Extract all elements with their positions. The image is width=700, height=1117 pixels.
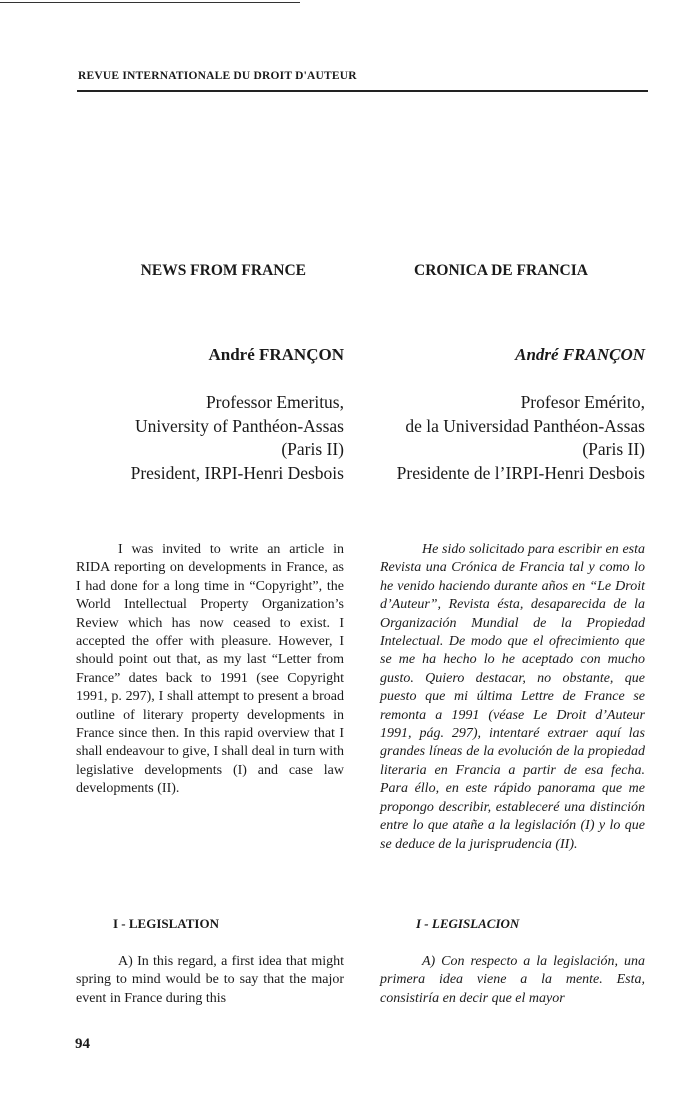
author-spanish: André FRANÇON xyxy=(515,345,645,364)
section-text-english xyxy=(76,953,344,1008)
author-english: André FRANÇON xyxy=(208,345,344,364)
affiliation-spanish xyxy=(380,391,645,485)
affiliation-line: (Paris II) xyxy=(582,439,645,459)
section-heading-english: I - LEGISLATION xyxy=(113,916,219,931)
intro-paragraph: I was invited to write an article in RIDA reporting on developments in France, as I had done for a long time in “Copyright”, the World Intellectual Property Organization’s Review which has now ceased to exist. I accepted the offer with pleasure. However, I should point out that, as my last “Letter from France” dates back to 1991 (see Copyright 1991, p. 297), I shall attempt to present a broad outline of literary property developments in France since then. In this rapid overview that I shall endeavour to give, I shall deal in turn with legislative developments (I) and case law developments (II). xyxy=(76,542,344,797)
top-edge-rule xyxy=(0,2,300,3)
title-english: NEWS FROM FRANCE xyxy=(140,262,306,279)
affiliation-line: de la Universidad Panthéon-Assas xyxy=(405,415,645,436)
affiliation-english xyxy=(76,391,344,485)
intro-english xyxy=(76,541,344,799)
affiliation-line: President, IRPI-Henri Desbois xyxy=(130,462,344,483)
title-spanish: CRONICA DE FRANCIA xyxy=(414,262,588,279)
affiliation-line: Profesor Emérito, xyxy=(520,392,645,412)
intro-paragraph: He sido solicitado para escribir en esta Revista una Crónica de Francia tal y como lo he venido haciendo durante años en “Le Droit d’Auteur”, Revista ésta, desaparecida de la Organización Mundial de la Propiedad Intelectual. De modo que el ofrecimiento que se me ha hecho lo he aceptado con mucho gusto. Quiero destacar, no obstante, que puesto que mi última Lettre de France se remonta a 1991 (véase Le Droit d’Auteur 1991, pág. 297), intentaré extraer aquí las grandes líneas de la evolución de la propiedad literaria en Francia a partir de esa fecha. Para éllo, en este rápido panorama que me propongo describir, estableceré una distinción entre lo que atañe a la legislación (I) y lo que se deduce de la jurisprudencia (II). xyxy=(380,542,645,852)
affiliation-line: Presidente de l’IRPI-Henri Desbois xyxy=(396,462,645,483)
affiliation-line: Professor Emeritus, xyxy=(205,392,344,412)
affiliation-line: (Paris II) xyxy=(281,439,344,459)
section-paragraph: A) In this regard, a first idea that might spring to mind would be to say that the major event in France during this xyxy=(76,954,344,1006)
header-rule xyxy=(77,90,648,92)
affiliation-line: University of Panthéon-Assas xyxy=(134,415,344,436)
intro-spanish xyxy=(380,541,645,854)
section-text-spanish xyxy=(380,953,645,1008)
section-paragraph: A) Con respecto a la legislación, una primera idea viene a la mente. Esta, consistiría en decir que el mayor xyxy=(380,954,645,1006)
page-number: 94 xyxy=(75,1036,90,1052)
section-heading-spanish: I - LEGISLACION xyxy=(416,916,520,931)
running-header: REVUE INTERNATIONALE DU DROIT D'AUTEUR xyxy=(78,70,357,82)
